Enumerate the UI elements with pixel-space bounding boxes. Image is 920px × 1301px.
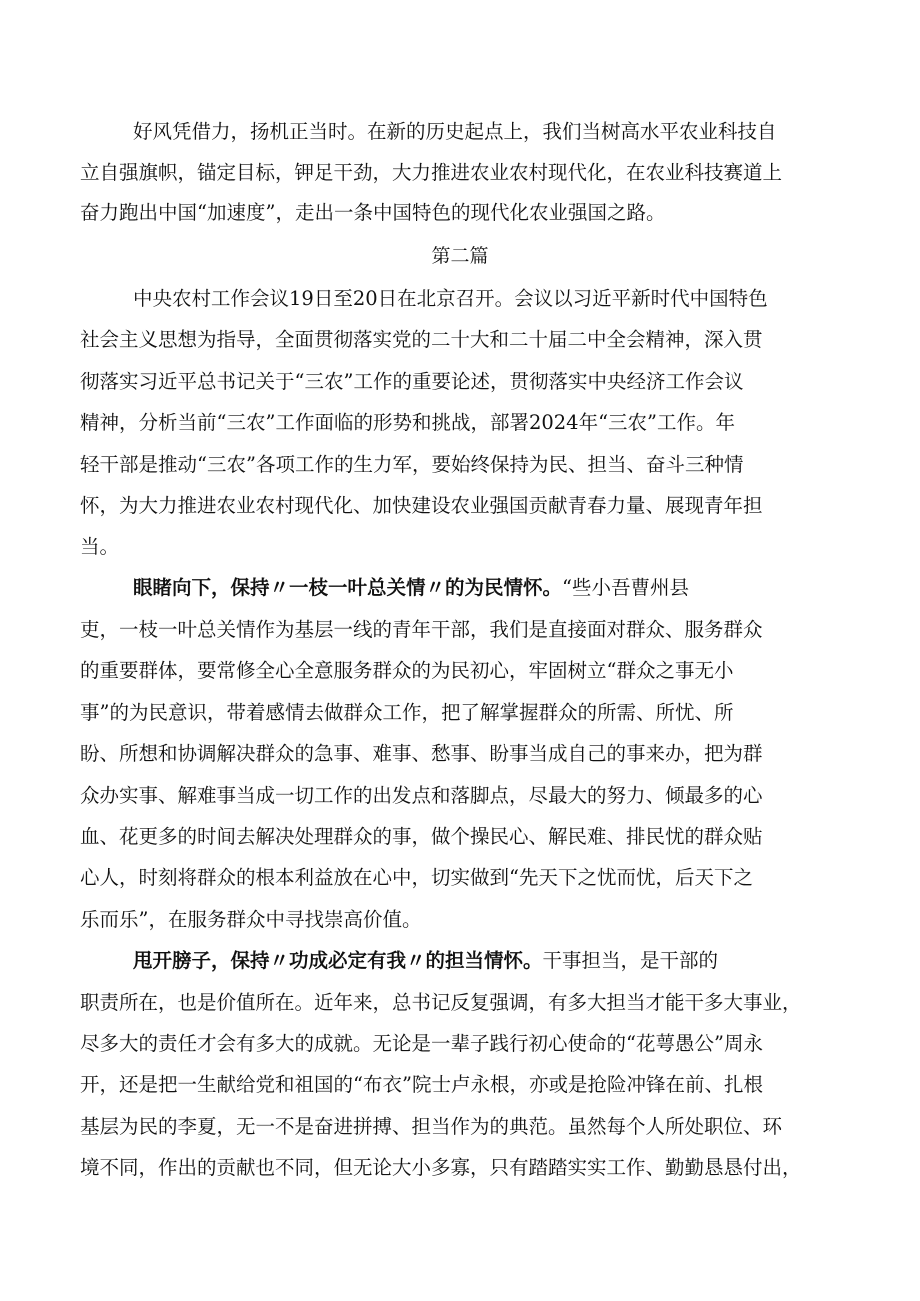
paragraph-line: 境不同，作出的贡献也不同，但无论大小多寡，只有踏踏实实工作、勤勤恳恳付出， bbox=[80, 1156, 802, 1179]
paragraph-line: 当。 bbox=[80, 535, 120, 558]
paragraph-line: 乐而乐”，在服务群众中寻找崇高价值。 bbox=[80, 908, 422, 931]
paragraph-line: 中央农村工作会议19日至20日在北京召开。会议以习近平新时代中国特色 bbox=[133, 287, 768, 310]
paragraph-line: 轻干部是推动“三农”各项工作的生力军，要始终保持为民、担当、奋斗三种情 bbox=[80, 453, 744, 476]
paragraph-line: 社会主义思想为指导，全面贯彻落实党的二十大和二十届二中全会精神，深入贯 bbox=[80, 328, 763, 351]
paragraph-line: 职责所在，也是价值所在。近年来，总书记反复强调，有多大担当才能干多大事业， bbox=[80, 991, 802, 1014]
paragraph-line: 开，还是把一生献给党和祖国的“布衣”院士卢永根，亦或是抢险冲锋在前、扎根 bbox=[80, 1073, 763, 1096]
paragraph-line: 尽多大的责任才会有多大的成就。无论是一辈子践行初心使命的“花萼愚公”周永 bbox=[80, 1032, 763, 1055]
paragraph-line: 心人，时刻将群众的根本利益放在心中，切实做到“先天下之忧而忧，后天下之 bbox=[80, 866, 753, 889]
paragraph-line bbox=[133, 946, 852, 976]
paragraph-lead: 甩开膀子，保持〃功成必定有我〃的担当情怀。 bbox=[133, 949, 543, 972]
paragraph-text: “些小吾曹州县 bbox=[562, 576, 689, 599]
paragraph-line: 奋力跑出中国“加速度”，走出一条中国特色的现代化农业强国之路。 bbox=[80, 201, 666, 224]
paragraph-text: 干事担当，是干部的 bbox=[542, 949, 719, 972]
paragraph-line: 好风凭借力，扬机正当时。在新的历史起点上，我们当树高水平农业科技自 bbox=[133, 120, 777, 143]
paragraph-line: 血、花更多的时间去解决处理群众的事，做个操民心、解民难、排民忧的群众贴 bbox=[80, 825, 763, 848]
paragraph-lead: 眼睹向下，保持〃一枝一叶总关情〃的为民情怀。 bbox=[133, 576, 563, 599]
paragraph-line: 怀，为大力推进农业农村现代化、加快建设农业强国贡献青春力量、展现青年担 bbox=[80, 494, 763, 517]
paragraph-line: 事”的为民意识，带着感情去做群众工作，把了解掌握群众的所需、所忧、所 bbox=[80, 701, 734, 724]
paragraph-line: 的重要群体，要常修全心全意服务群众的为民初心，牢固树立“群众之事无小 bbox=[80, 659, 734, 682]
paragraph-line: 基层为民的李夏，无一不是奋进拼搏、担当作为的典范。虽然每个人所处职位、环 bbox=[80, 1115, 783, 1138]
paragraph-line: 立自强旗帜，锚定目标，钾足干劲，大力推进农业农村现代化，在农业科技赛道上 bbox=[80, 161, 783, 184]
section-heading: 第二篇 bbox=[431, 245, 489, 267]
paragraph-line: 彻落实习近平总书记关于“三农”工作的重要论述，贯彻落实中央经济工作会议 bbox=[80, 370, 744, 393]
paragraph-line bbox=[133, 573, 852, 603]
paragraph-line: 精神，分析当前“三农”工作面临的形势和挑战，部署2024年“三农”工作。年 bbox=[80, 411, 736, 434]
paragraph-line: 盼、所想和协调解决群众的急事、难事、愁事、盼事当成自己的事来办，把为群 bbox=[80, 742, 763, 765]
paragraph-line: 众办实事、解难事当成一切工作的出发点和落脚点，尽最大的努力、倾最多的心 bbox=[80, 784, 763, 807]
paragraph-line: 吏，一枝一叶总关情作为基层一线的青年干部，我们是直接面对群众、服务群众 bbox=[80, 618, 763, 641]
